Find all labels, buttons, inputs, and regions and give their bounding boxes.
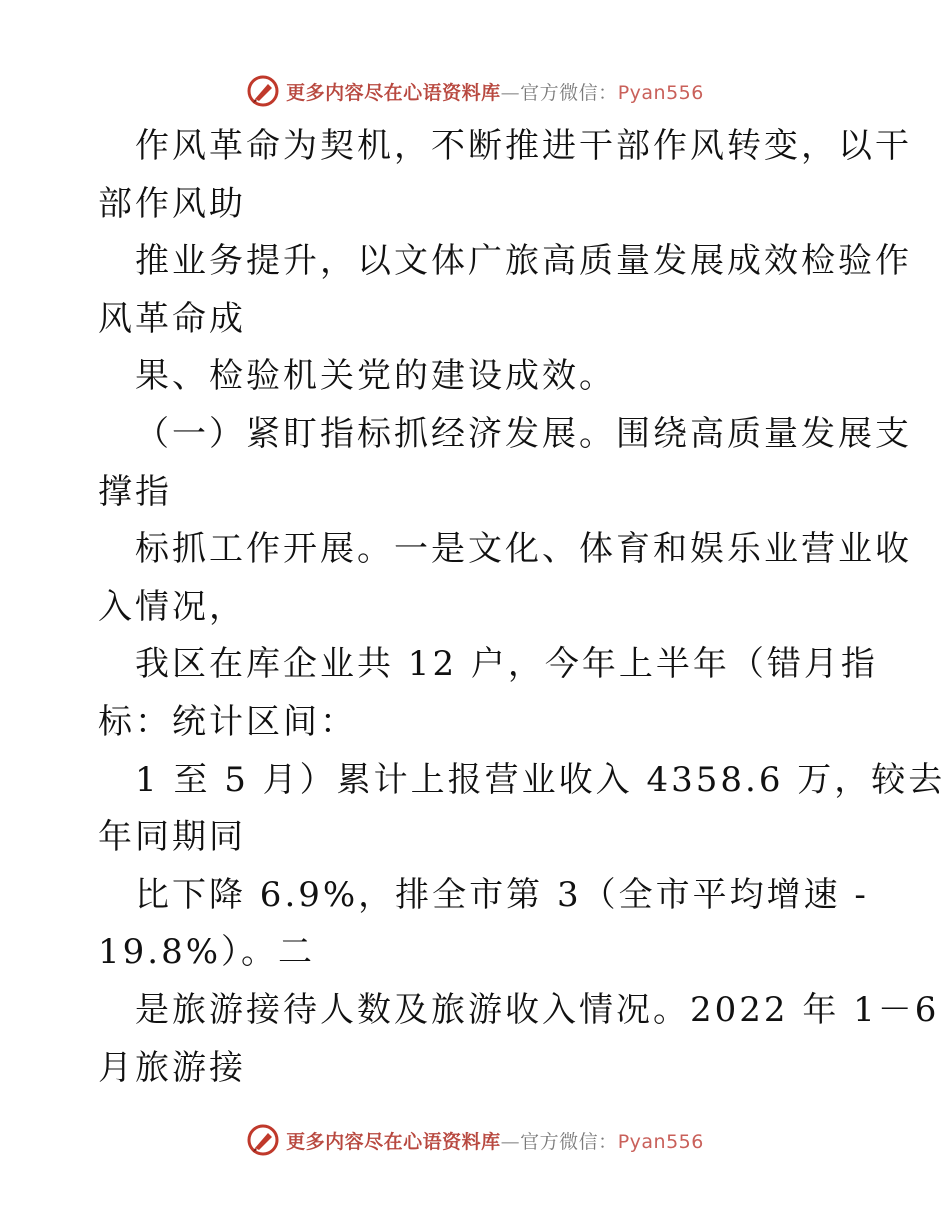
body-line: （一）紧盯指标抓经济发展。围绕高质量发展支	[135, 413, 912, 454]
body-line: 入情况，	[98, 586, 246, 627]
watermark-main: 更多内容尽在心语资料库	[286, 1130, 501, 1153]
document-body	[98, 118, 946, 1097]
body-line: 作风革命为契机，不断推进干部作风转变，以干	[135, 126, 912, 166]
watermark-text	[286, 78, 704, 105]
body-line: 年同期同	[98, 817, 246, 858]
body-line: 1 至 5 月）累计上报营业收入 4358.6 万，较去	[135, 759, 946, 800]
body-line: 标：统计区间：	[98, 701, 357, 742]
body-line: 风革命成	[98, 298, 246, 339]
body-line: 19.8%）。二	[98, 932, 316, 973]
pen-logo-icon	[246, 1123, 280, 1157]
watermark-separator: —	[500, 1130, 521, 1153]
body-line: 标抓工作开展。一是文化、体育和娱乐业营业收	[135, 529, 912, 570]
body-line: 我区在库企业共 12 户，今年上半年（错月指	[135, 644, 878, 685]
body-line: 部作风助	[98, 183, 246, 224]
footer-watermark	[0, 1120, 950, 1160]
body-line: 撑指	[98, 471, 172, 512]
watermark-wechat-id: Pyan556	[617, 1130, 704, 1153]
pen-logo-icon	[246, 74, 280, 108]
watermark-wechat-id: Pyan556	[617, 81, 704, 104]
body-line: 推业务提升，以文体广旅高质量发展成效检验作	[135, 241, 912, 282]
body-line: 果、检验机关党的建设成效。	[135, 356, 616, 397]
watermark-wechat-label: 官方微信：	[520, 1130, 618, 1153]
body-line: 月旅游接	[98, 1047, 246, 1088]
watermark-separator: —	[500, 81, 521, 104]
body-line: 比下降 6.9%，排全市第 3（全市平均增速 -	[135, 874, 869, 915]
body-line: 是旅游接待人数及旅游收入情况。2022 年 1－6	[135, 989, 940, 1030]
watermark-main: 更多内容尽在心语资料库	[286, 81, 501, 104]
watermark-text	[286, 1127, 704, 1154]
header-watermark	[0, 71, 950, 111]
watermark-wechat-label: 官方微信：	[520, 81, 618, 104]
